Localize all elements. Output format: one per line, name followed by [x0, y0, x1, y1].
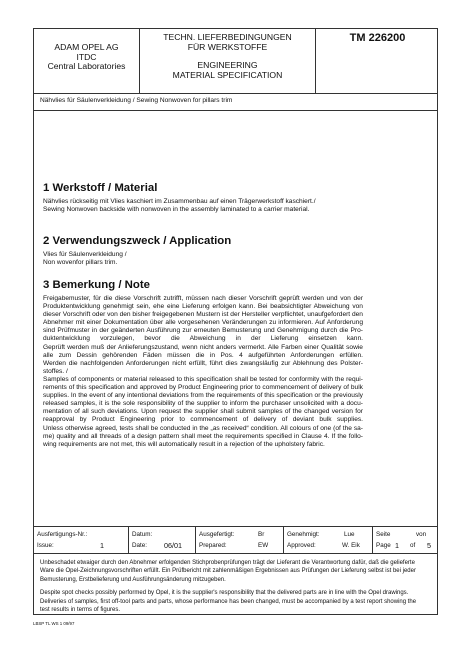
date-cell: [129, 527, 196, 553]
form-code: LBSP TL WS 1 09/97: [33, 621, 75, 626]
body-line: Produktentwicklung genehmigt sein, ehe eine Lieferung erfolgen kann. Bei beabsichtigter Abweichung von: [43, 303, 363, 311]
document-subtitle: Nähvlies für Säulenverkleidung / Sewing Nonwoven for pillars trim: [34, 94, 437, 111]
approved-cell: [284, 527, 373, 553]
footer-de-line: Bemusterung, Erstbelieferung und Ausführungsänderung mitzugeben.: [40, 576, 226, 583]
prepared-value: EW: [258, 542, 269, 549]
ausgefertigt-value: Br: [258, 531, 265, 538]
body-line: Werden die nachfolgenden Anforderungen nicht erfüllt, führt dies zwangsläufig zur Ablehnung des Polster-: [43, 359, 363, 367]
body-line: Sewing Nonwoven backside with nonwoven in the assembly laminated to a carrier material.: [43, 206, 310, 214]
date-value: 06/01: [164, 541, 182, 550]
body-line: dieser Vorschrift oder von den bisher freigegebenen Mustern ist der Hersteller verpflichtet, unaufgefordert den: [43, 311, 363, 319]
date-label: Date:: [132, 542, 148, 549]
company-block: [34, 29, 140, 93]
body-line: Geprüft werden muß der Anlieferungszustand, wenn nicht anders vermerkt. Alle Farben einer Qualität sowie: [43, 343, 363, 351]
page-value: 1: [395, 541, 399, 550]
section-material: [43, 181, 316, 214]
body-line: Unless otherwise agreed, tests shall be conducted in the „as received“ condition. All colours of one (of the sa-: [43, 424, 363, 432]
body-line: sind Prüfmuster in der geänderten Ausführung zur erneuten Bemusterung und Genehmigung durch die Pro-: [43, 327, 363, 335]
footer-en-line: Deliveries of samples, first off-tool parts and parts, whose performance has been changed, must be accompanied by a test report showing the: [40, 598, 417, 605]
body-line: supplies. In the event of any intentional deviations from the requirements of this specification or the previously: [43, 392, 363, 400]
ausfertigung-label: Ausfertigungs-Nr.:: [37, 531, 88, 538]
ausgefertigt-label: Ausgefertigt:: [199, 531, 235, 538]
company-name: ADAM OPEL AG: [54, 42, 119, 52]
section-heading: 3 Bemerkung / Note: [43, 279, 150, 291]
section-heading: 1 Werkstoff / Material: [43, 182, 158, 194]
spec-number: TM 226200: [349, 32, 406, 44]
title-en-line-1: ENGINEERING: [197, 60, 258, 71]
issue-label: Issue:: [37, 542, 54, 549]
section-body: [43, 198, 316, 214]
spec-sheet-frame: [33, 28, 438, 615]
footer-en-line: test results in terms of figures.: [40, 607, 121, 614]
genehmigt-value: Lue: [344, 531, 355, 538]
body-line: reapproval by Product Engineering prior to commencement of delivery of deviant bulk supplies.: [43, 416, 363, 424]
company-department: Central Laboratories: [47, 61, 126, 72]
approved-value: W. Eik: [342, 542, 360, 549]
footer-de-line: Ware die Opel-Zeichnungsvorschriften erfüllt. Ein Prüfbericht mit zahlenmäßigen Ergebnissen aus Prüfungen der Lieferung selbst ist bei jeder: [40, 568, 416, 575]
title-de-line-1: TECHN. LIEFERBEDINGUNGEN: [163, 32, 292, 42]
body-line: wing requirements are not met, this will automatically result in a rejection of the upholstery fabric.: [43, 440, 325, 448]
genehmigt-label: Genehmigt:: [287, 531, 320, 538]
body-line: Abnehmer mit einer Dokumentation über alle vorgesehenen Veränderungen zu informieren. Auf Anforderung: [43, 319, 363, 327]
section-heading: 2 Verwendungszweck / Application: [43, 235, 232, 247]
body-line: Freigabemuster, für die diese Vorschrift zutrifft, müssen nach dieser Vorschrift geprüft werden und von der: [43, 295, 363, 302]
issue-cell: [34, 527, 129, 553]
revision-table: [34, 526, 437, 554]
body-line: mentation of all such deviations. Upon request the supplier shall submit samples of the changed version for: [43, 408, 363, 416]
body-line: released samples, it is the sole responsibility of the supplier to inform the purchaser unsolicited with a docu-: [43, 400, 363, 408]
page-total: 5: [427, 541, 431, 550]
of-label: of: [410, 542, 416, 549]
von-label: von: [416, 531, 427, 538]
company-division: ITDC: [76, 51, 97, 62]
body-line: rements of this specification and approved by Product Engineering prior to commencement of delivery of bulk: [43, 384, 363, 392]
title-en-line-2: MATERIAL SPECIFICATION: [172, 69, 283, 80]
section-body: [43, 295, 363, 449]
body-line: alle zum Dessin gehörenden Fäden müssen die in Pos. 4 aufgeführten Anforderungen erfüllen.: [43, 351, 363, 359]
body-line: stoffes. /: [43, 367, 68, 375]
body-line: me) quality and all threads of a design pattern shall meet the requirements specified in Clause 4. If the follo-: [43, 432, 363, 440]
datum-label: Datum:: [132, 531, 153, 538]
title-de-line-2: FÜR WERKSTOFFE: [187, 41, 268, 52]
document-title-block: [140, 29, 316, 93]
section-application: [43, 234, 231, 267]
prepared-label: Prepared:: [199, 542, 227, 549]
body-line: Vlies für Säulenverkleidung /: [43, 251, 127, 258]
body-line: Samples of components or material released to this specification shall be tested for conformity with the requi-: [43, 375, 363, 383]
liability-footer: [40, 559, 433, 614]
section-body: [43, 251, 231, 267]
document-header: [34, 29, 437, 94]
seite-label: Seite: [376, 531, 391, 538]
page-label: Page: [376, 542, 391, 549]
issue-value: 1: [100, 541, 104, 550]
prepared-cell: [196, 527, 284, 553]
body-line: Nähvlies rückseitig mit Vlies kaschiert im Zusammenbau auf einen Trägerwerkstoff kaschiert./: [43, 198, 316, 205]
footer-de-line: Unbeschadet etwaiger durch den Abnehmer erfolgenden Stichprobenprüfungen trägt der Lieferant die Verantwortung dafür, daß die gelieferte: [40, 560, 415, 566]
body-line: duktentwicklung vorzulegen, bevor die Abweichung in der Lieferung einsetzen kann.: [43, 335, 363, 343]
body-line: Non wovenfor pillars trim.: [43, 259, 118, 267]
approved-label: Approved:: [287, 542, 316, 549]
section-note: [43, 278, 363, 449]
page-cell: [373, 527, 439, 553]
footer-en-line: Despite spot checks possibly performed by Opel, it is the supplier's responsibility that the delivered parts are in line with the Opel drawings.: [40, 590, 409, 597]
